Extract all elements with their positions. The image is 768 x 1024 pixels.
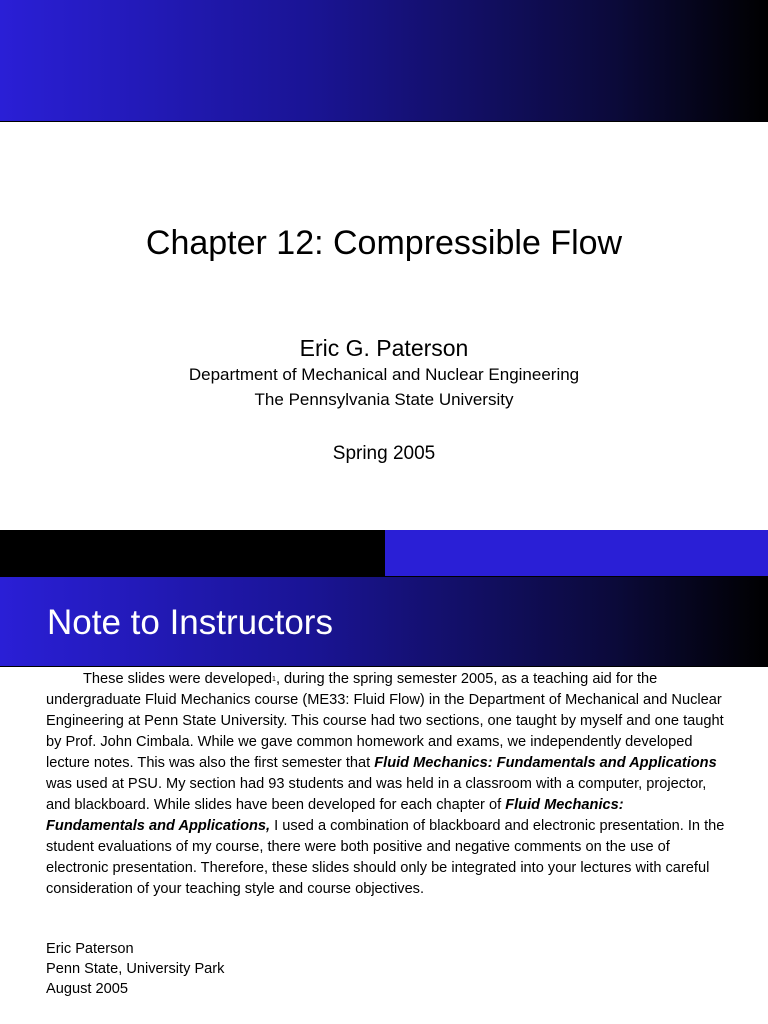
note-text-1: These slides were developed <box>83 671 273 687</box>
book-title-1: Fluid Mechanics: Fundamentals and Applications <box>374 755 717 771</box>
signature-name: Eric Paterson <box>46 941 134 957</box>
book-title-2: Fluid Mechanics: Fundamentals and Applications, <box>46 797 624 834</box>
signature-location: Penn State, University Park <box>46 961 225 977</box>
signature-block <box>46 939 224 999</box>
department-name: Department of Mechanical and Nuclear Engineering <box>188 365 580 384</box>
chapter-title: Chapter 12: Compressible Flow <box>145 224 623 262</box>
university-name: The Pennsylvania State University <box>254 390 514 409</box>
note-body <box>46 669 726 900</box>
note-paragraph <box>46 669 726 900</box>
note-text-3: was used at PSU. My section had 93 students and was held in a classroom with a computer, projector, and blackboard. While slides have been developed for each chapter of <box>46 776 707 813</box>
title-slide <box>0 122 768 529</box>
slide-separator-black <box>0 530 385 576</box>
title-slide-header-band <box>0 0 768 122</box>
footnote-mark: 1 <box>272 676 276 683</box>
note-text-4: I used a combination of blackboard and electronic presentation. In the student evaluations of my course, there were both positive and negative comments on the use of electronic presentation. Therefore, these slides should only be integrated into your lectures with careful consideration of your teaching style and course objectives. <box>46 818 725 897</box>
note-text-2: , during the spring semester 2005, as a teaching aid for the undergraduate Fluid Mechanics course (ME33: Fluid Flow) in the Department of Mechanical and Nuclear Engineering at Penn State University. This course had two sections, one taught by myself and one taught by Prof. John Cimbala. While we gave common homework and exams, we independently developed lecture notes. This was also the first semester that <box>46 671 724 771</box>
note-slide-header-band <box>0 576 768 667</box>
term-label: Spring 2005 <box>332 443 436 464</box>
slide-separator-blue <box>385 530 768 576</box>
note-heading: Note to Instructors <box>47 603 333 642</box>
signature-date: August 2005 <box>46 981 128 997</box>
author-name: Eric G. Paterson <box>299 335 469 361</box>
